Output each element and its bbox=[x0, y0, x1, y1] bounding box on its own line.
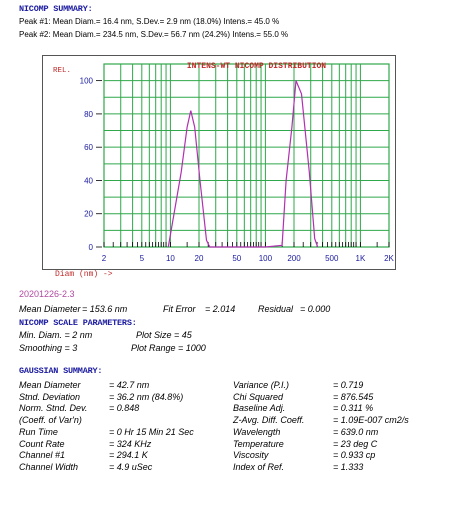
distribution-chart-frame bbox=[42, 55, 396, 279]
x-tick-label: 2K bbox=[384, 254, 394, 263]
gaussian-label: Norm. Stnd. Dev. bbox=[19, 403, 88, 414]
plot-range: Plot Range = 1000 bbox=[131, 343, 206, 353]
min-diam: Min. Diam. = 2 nm bbox=[19, 330, 93, 340]
plot-area bbox=[104, 64, 389, 247]
fit-error-value: = 2.014 bbox=[205, 304, 236, 314]
y-tick-label: 40 bbox=[84, 176, 93, 186]
y-axis-label: REL. bbox=[53, 67, 72, 75]
y-tick-label: 0 bbox=[88, 243, 93, 252]
x-tick-label: 100 bbox=[258, 254, 273, 263]
gaussian-label: Index of Ref. bbox=[233, 461, 285, 472]
peak-2-summary: Peak #2: Mean Diam.= 234.5 nm, S.Dev.= 56.7 nm (24.2%) Intens.= 55.0 % bbox=[19, 30, 289, 39]
sample-id: 20201226-2.3 bbox=[19, 289, 75, 299]
gaussian-label: Stnd. Deviation bbox=[19, 391, 81, 402]
gaussian-value: = 0.933 cp bbox=[333, 450, 376, 461]
residual-label: Residual bbox=[258, 304, 294, 314]
x-tick-label: 20 bbox=[194, 254, 204, 263]
x-tick-label: 200 bbox=[287, 254, 301, 263]
gaussian-value: = 4.9 uSec bbox=[109, 461, 153, 472]
y-tick-label: 100 bbox=[79, 76, 93, 86]
gaussian-value: = 36.2 nm (84.8%) bbox=[109, 391, 184, 402]
residual-value: = 0.000 bbox=[300, 304, 331, 314]
gaussian-label: Temperature bbox=[233, 438, 284, 449]
x-tick-label: 2 bbox=[101, 254, 107, 263]
smoothing: Smoothing = 3 bbox=[19, 343, 78, 353]
gaussian-label: Viscosity bbox=[233, 450, 269, 461]
gaussian-label: Channel #1 bbox=[19, 450, 66, 461]
gaussian-value: = 1.09E-007 cm2/s bbox=[333, 415, 409, 426]
x-axis-label: Diam (nm) -> bbox=[55, 270, 113, 279]
gaussian-label: Chi Squared bbox=[233, 391, 284, 402]
gaussian-label: Variance (P.I.) bbox=[233, 380, 290, 390]
gaussian-label: Mean Diameter bbox=[19, 380, 81, 390]
nicomp-summary-title: NICOMP SUMMARY: bbox=[19, 4, 93, 14]
chart-title: INTENS-WT NICOMP DISTRIBUTION bbox=[186, 62, 327, 71]
mean-diameter-value: = 153.6 nm bbox=[82, 304, 128, 314]
y-tick-label: 20 bbox=[84, 209, 93, 219]
peak-1-summary: Peak #1: Mean Diam.= 16.4 nm, S.Dev.= 2.9 nm (18.0%) Intens.= 45.0 % bbox=[19, 17, 280, 26]
gaussian-value: = 294.1 K bbox=[109, 450, 148, 461]
x-tick-label: 1K bbox=[355, 254, 366, 263]
gaussian-label: (Coeff. of Var'n) bbox=[19, 415, 82, 426]
gaussian-label: Baseline Adj. bbox=[233, 403, 286, 414]
gaussian-value: = 23 deg C bbox=[333, 438, 378, 449]
x-tick-label: 500 bbox=[325, 254, 339, 263]
gaussian-label: Channel Width bbox=[19, 461, 78, 472]
gaussian-value: = 0.311 % bbox=[333, 403, 374, 414]
gaussian-value: = 0 Hr 15 Min 21 Sec bbox=[109, 426, 194, 437]
x-tick-label: 50 bbox=[232, 254, 242, 263]
x-tick-label: 5 bbox=[139, 254, 145, 263]
y-tick-label: 80 bbox=[84, 109, 93, 119]
fit-error-label: Fit Error bbox=[163, 304, 196, 314]
distribution-chart bbox=[43, 56, 395, 279]
mean-diameter-label: Mean Diameter bbox=[19, 304, 81, 314]
y-tick-label: 60 bbox=[84, 143, 93, 153]
gaussian-label: Wavelength bbox=[233, 426, 281, 437]
gaussian-value: = 639.0 nm bbox=[333, 426, 379, 437]
gaussian-label: Z-Avg. Diff. Coeff. bbox=[233, 415, 305, 426]
gaussian-value: = 0.848 bbox=[109, 403, 140, 414]
gaussian-value: = 42.7 nm bbox=[109, 380, 150, 390]
gaussian-label: Count Rate bbox=[19, 438, 65, 449]
gaussian-value: = 0.719 bbox=[333, 380, 364, 390]
gaussian-label: Run Time bbox=[19, 426, 58, 437]
gaussian-value: = 1.333 bbox=[333, 461, 364, 472]
x-tick-label: 10 bbox=[165, 254, 175, 263]
gaussian-value: = 876.545 bbox=[333, 391, 374, 402]
scale-parameters-title: NICOMP SCALE PARAMETERS: bbox=[19, 318, 137, 328]
gaussian-summary-title: GAUSSIAN SUMMARY: bbox=[19, 366, 103, 376]
plot-size: Plot Size = 45 bbox=[136, 330, 192, 340]
gaussian-value: = 324 KHz bbox=[109, 438, 152, 449]
